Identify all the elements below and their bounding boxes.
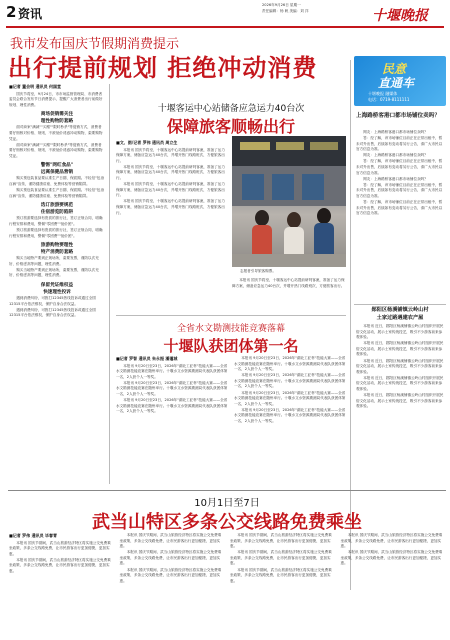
lead-text-5: 遇到消费纠纷，可拨打12345热线投诉或通过全国12315平台依法维权，保护自身合法权益。 (9, 296, 96, 306)
middle-byline: ■记者 罗智 通讯员 朱永振 潘瑾城 (116, 356, 178, 361)
lead-text-3: 预订旅游要选择有资质的旅行社，签订正规合同，明确行程安排和费用，警惕"零团费""低价团"。 (9, 216, 103, 226)
lead-text-4b: 购买当地特产要到正规场所，索要发票，谨防以次充好、价格虚高等问题，理性消费。 (9, 267, 99, 278)
bottom-text-10: 本报讯 国庆节期间，武当山旅游经济特区将实施公交免费乘坐政策，多条公交线路免费，让市民游客出行更加便捷，更加实惠。 (340, 550, 443, 566)
side-story-text-3: 本报讯 近日，郧阳区杨溪铺镇云岭山村组织开展民俗文化活动，展示土家传统技艺，吸引不少游客前来参观体验。 (356, 358, 444, 374)
middle-body (116, 356, 346, 482)
qa-answer: 答：经了解，该市场铺位目前正在正常出租中，暂未对外出售，后续如有变动将另行公告，请广大市民以官方信息为准。 (356, 136, 443, 152)
column-rule-1 (109, 84, 110, 484)
middle-headline: 十堰队获团体第一名 (163, 337, 299, 355)
bottom-kicker: 10月1日至7日 (194, 498, 260, 509)
lead-column (9, 84, 105, 484)
qa-answer-4: 答：经了解，该市场铺位目前正在正常出租中，暂未对外出售，后续如有变动将另行公告，请广大市民以官方信息为准。 (356, 200, 443, 216)
photo-byline: ■文、图/记者 罗伟 通讯员 周立生 (116, 140, 178, 145)
lead-headline: 出行提前规划 拒绝冲动消费 (8, 54, 318, 82)
middle-kicker: 全省水文勘测技能竞赛落幕 (176, 324, 285, 334)
lead-text-4: 购买当地特产要到正规场所，索要发票，谨防以次充好、价格虚高等问题，理性消费。 (9, 256, 99, 266)
qa-question-2: 网友：上海路桥客港口都市场铺位卖吗？ (363, 153, 428, 158)
masthead (0, 0, 450, 26)
qa-title: 上海路桥客港口都市场铺位卖吗？ (356, 113, 440, 119)
middle-rule (116, 315, 346, 316)
bottom-text-9: 本报讯 国庆节期间，武当山旅游经济特区将实施公交免费乘坐政策，多条公交线路免费，让市民游客出行更加便捷，更加实惠。 (340, 533, 443, 549)
side-story-text-1: 本报讯 近日，郧阳区杨溪铺镇云岭山村组织开展民俗文化活动，展示土家传统技艺，吸引不少游客前来参观体验。 (356, 324, 444, 340)
photo-story-body (116, 140, 226, 310)
middle-text-7: 本报讯 9月20日至23日，2026年"湖北工匠杯"技能大赛——全省水文勘测技能竞赛在随州举行。十堰水文水资源勘测局代表队获团体第一名，2人获个人一等奖。 (234, 407, 346, 424)
banner-tag: 十堰晚报 融媒体 (368, 91, 398, 96)
side-story-text-4: 本报讯 近日，郧阳区杨溪铺镇云岭山村组织开展民俗文化活动，展示土家传统技艺，吸引不少游客前来参观体验。 (356, 375, 444, 392)
bottom-text-6: 本报讯 国庆节期间，武当山旅游经济特区将实施公交免费乘坐政策，多条公交线路免费，让市民游客出行更加便捷，更加实惠。 (230, 533, 332, 549)
lead-sub-2: 警惕"网红食品" 远离保健品营销 (40, 163, 74, 176)
middle-text-1: 本报讯 9月20日至23日，2026年"湖北工匠杯"技能大赛——全省水文勘测技能竞赛在随州举行。十堰水文水资源勘测局代表队获团体第一名，2人获个人一等奖。 (116, 363, 228, 379)
lead-text-3b: 预订旅游要选择有资质的旅行社，签订正规合同，明确行程安排和费用，警惕"零团费""低价团"。 (9, 228, 103, 238)
photo-caption: 志愿者引导旅客购票。 (240, 269, 276, 273)
middle-text-5: 本报讯 9月20日至23日，2026年"湖北工匠杯"技能大赛——全省水文勘测技能竞赛在随州举行。十堰水文水资源勘测局代表队获团体第一名，2人获个人一等奖。 (234, 373, 346, 389)
photo-headline: 保障旅客顺畅出行 (166, 117, 295, 136)
section-name: 资讯 (18, 7, 43, 21)
middle-text-4: 本报讯 9月20日至23日，2026年"湖北工匠杯"技能大赛——全省水文勘测技能竞赛在随州举行。十堰水文水资源勘测局代表队获团体第一名，2人获个人一等奖。 (234, 356, 346, 372)
lead-sub-3: 选订旅游要规范 住宿游览防陷阱 (40, 203, 74, 216)
news-photo (232, 136, 346, 267)
editor-line: 责任编辑：杨 帆 美编：刘 洋 (262, 9, 309, 13)
side-story-body (356, 324, 444, 494)
page-number: 2 (6, 3, 17, 21)
lead-text-2: 购买预包装食品要认准生产日期、保质期。不轻信"包治百病"宣传，谨防健康讲座、免费体检等营销陷阱。 (9, 176, 105, 187)
qa-body (356, 130, 444, 302)
bottom-headline: 武当山特区多条公交线路免费乘坐 (92, 512, 362, 533)
paper-logo: 十堰晚报 (372, 8, 428, 24)
banner-title-2: 直通车 (378, 76, 415, 90)
lead-sub-1: 商场促销需关注 理性购物防套路 (40, 112, 74, 125)
lead-sub-5: 保留凭证维权益 快速理性投诉 (40, 283, 74, 296)
lead-text-2b: 购买预包装食品要认准生产日期、保质期。不轻信"包治百病"宣传，谨防健康讲座、免费体检等营销陷阱。 (9, 188, 105, 198)
middle-text-3: 本报讯 9月20日至23日，2026年"湖北工匠杯"技能大赛——全省水文勘测技能竞赛在随州举行。十堰水文水资源勘测局代表队获团体第一名，2人获个人一等奖。 (116, 398, 228, 414)
photo-body-4: 本报讯 国庆节将至，十堰客运中心站提前研判客流，准备了运力保障方案，储备应急运力40台次，并增开热门线路班次，方便旅客出行。 (116, 199, 225, 215)
photo-body-3: 本报讯 国庆节将至，十堰客运中心站提前研判客流，准备了运力保障方案，储备应急运力40台次，并增开热门线路班次，方便旅客出行。 (116, 182, 225, 198)
photo-body-5: 本报讯 国庆节将至，十堰客运中心站提前研判客流，准备了运力保障方案，储备应急运力40台次，并增开热门线路班次，方便旅客出行。 (232, 278, 345, 288)
side-banner (354, 56, 446, 106)
photo-kicker: 十堰客运中心站储备应急运力40台次 (157, 104, 305, 114)
photo-story-body-2 (232, 278, 346, 310)
bottom-rule (8, 490, 446, 491)
qa-question-3: 网友：上海路桥客港口都市场铺位卖吗？ (363, 176, 428, 181)
lead-text-1: 面对商家"满减""买赠""限时秒杀"等促销方式，消费者要仔细核对价格、规则，不被低价诱惑冲动购物，索要购物凭证。 (9, 125, 103, 141)
bottom-body (9, 533, 445, 633)
lead-text-1b: 面对商家"满减""买赠""限时秒杀"等促销方式，消费者要仔细核对价格、规则，不被低价诱惑冲动购物，索要购物凭证。 (9, 142, 103, 158)
bottom-text-7: 本报讯 国庆节期间，武当山旅游经济特区将实施公交免费乘坐政策，多条公交线路免费，让市民游客出行更加便捷，更加实惠。 (230, 550, 332, 566)
bottom-text-1: 本报讯 国庆节期间，武当山旅游经济特区将实施公交免费乘坐政策，多条公交线路免费，让市民游客出行更加便捷，更加实惠。 (9, 540, 111, 556)
issue-date: 2026年9月26日 星期一 (262, 3, 301, 7)
lead-sub-4: 旅游购物要理性 特产消费防套路 (40, 243, 74, 256)
bottom-text-3: 本报讯 国庆节期间，武当山旅游经济特区将实施公交免费乘坐政策，多条公交线路免费，让市民游客出行更加便捷，更加实惠。 (119, 533, 222, 549)
lead-intro: 国庆节将至，9月24日，市市场监督管理局、市消费者委员会联合发布节日消费提示，提醒广大消费者出行前做好规划、理性消费。 (9, 91, 103, 107)
side-story-title: 郧阳区杨溪铺镇云岭山村 土家过路遇建农产屋 (371, 307, 429, 321)
side-story-text-2: 本报讯 近日，郧阳区杨溪铺镇云岭山村组织开展民俗文化活动，展示土家传统技艺，吸引不少游客前来参观体验。 (356, 341, 444, 357)
lead-kicker: 我市发布国庆节假期消费提示 (10, 37, 180, 52)
middle-text-6: 本报讯 9月20日至23日，2026年"湖北工匠杯"技能大赛——全省水文勘测技能竞赛在随州举行。十堰水文水资源勘测局代表队获团体第一名，2人获个人一等奖。 (234, 390, 346, 406)
qa-question: 网友：上海路桥客港口都市场铺位卖吗？ (363, 130, 428, 134)
qa-answer-3: 答：经了解，该市场铺位目前正在正常出租中，暂未对外出售，后续如有变动将另行公告，请广大市民以官方信息为准。 (356, 182, 443, 199)
banner-title: 民意 (382, 62, 407, 76)
photo-body-2: 本报讯 国庆节将至，十堰客运中心站提前研判客流，准备了运力保障方案，储备应急运力40台次，并增开热门线路班次，方便旅客出行。 (116, 164, 225, 181)
bottom-text-5: 本报讯 国庆节期间，武当山旅游经济特区将实施公交免费乘坐政策，多条公交线路免费，让市民游客出行更加便捷，更加实惠。 (119, 567, 222, 583)
bottom-text-8: 本报讯 国庆节期间，武当山旅游经济特区将实施公交免费乘坐政策，多条公交线路免费，让市民游客出行更加便捷，更加实惠。 (230, 567, 332, 583)
masthead-rule (6, 26, 444, 28)
side-story-text-5: 本报讯 近日，郧阳区杨溪铺镇云岭山村组织开展民俗文化活动，展示土家传统技艺，吸引不少游客前来参观体验。 (356, 393, 444, 409)
lead-text-5b: 遇到消费纠纷，可拨打12345热线投诉或通过全国12315平台依法维权，保护自身合法权益。 (9, 307, 96, 318)
side-rule (354, 304, 446, 305)
lead-byline: ■记者 董会明 通讯员 何国堂 (9, 84, 61, 89)
photo-scene (232, 136, 346, 267)
bottom-text-2: 本报讯 国庆节期间，武当山旅游经济特区将实施公交免费乘坐政策，多条公交线路免费，让市民游客出行更加便捷，更加实惠。 (9, 557, 111, 574)
photo-body-1: 本报讯 国庆节将至，十堰客运中心站提前研判客流，准备了运力保障方案，储备应急运力40台次，并增开热门线路班次，方便旅客出行。 (116, 147, 225, 163)
bottom-byline: ■记者 罗伟 通讯员 毕春青 (9, 533, 57, 538)
qa-answer-2: 答：经了解，该市场铺位目前正在正常出租中，暂未对外出售，后续如有变动将另行公告，请广大市民以官方信息为准。 (356, 159, 443, 175)
middle-text-2: 本报讯 9月20日至23日，2026年"湖北工匠杯"技能大赛——全省水文勘测技能竞赛在随州举行。十堰水文水资源勘测局代表队获团体第一名，2人获个人一等奖。 (116, 380, 228, 397)
bottom-text-4: 本报讯 国庆节期间，武当山旅游经济特区将实施公交免费乘坐政策，多条公交线路免费，让市民游客出行更加便捷，更加实惠。 (119, 550, 222, 566)
banner-phone: 电话：0719-8111111 (368, 97, 410, 102)
